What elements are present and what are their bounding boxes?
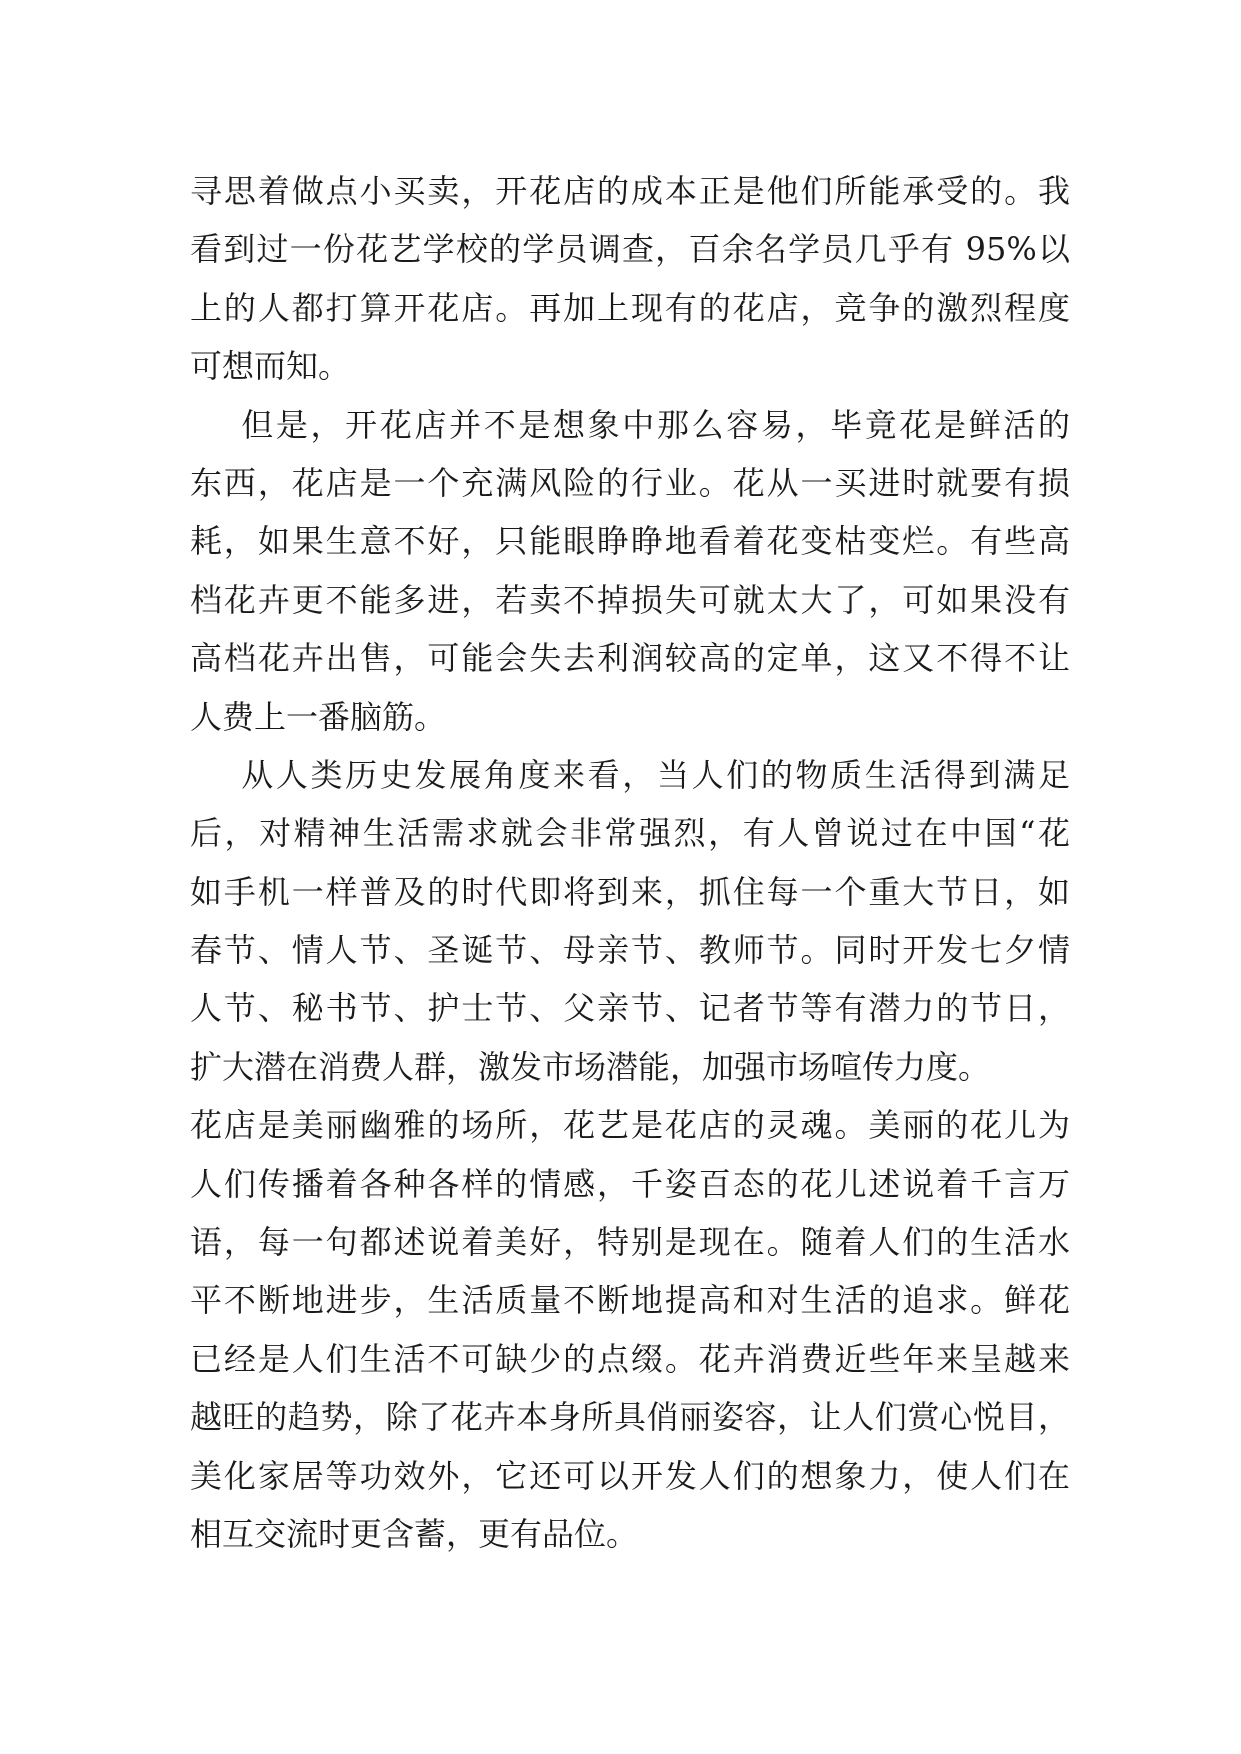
- text-line: 耗，如果生意不好，只能眼睁睁地看着花变枯变烂。有些高: [190, 522, 1070, 561]
- text-line: 语，每一句都述说着美好，特别是现在。随着人们的生活水: [190, 1223, 1070, 1262]
- text-line: 花店是美丽幽雅的场所，花艺是花店的灵魂。美丽的花儿为: [190, 1106, 1070, 1145]
- text-line: 看到过一份花艺学校的学员调查，百余名学员几乎有 95%以: [190, 230, 1070, 269]
- paragraph-2: [190, 396, 1070, 746]
- text-line: 上的人都打算开花店。再加上现有的花店，竞争的激烈程度: [190, 288, 1070, 327]
- text-line: 相互交流时更含蓄，更有品位。: [190, 1514, 639, 1553]
- text-line: 如手机一样普及的时代即将到来，抓住每一个重大节日，如: [190, 872, 1070, 911]
- text-line: 后，对精神生活需求就会非常强烈，有人曾说过在中国“花: [190, 814, 1070, 853]
- text-line: 已经是人们生活不可缺少的点缀。花卉消费近些年来呈越来: [190, 1339, 1070, 1378]
- text-line: 人们传播着各种各样的情感，千姿百态的花儿述说着千言万: [190, 1164, 1070, 1203]
- text-line: 寻思着做点小买卖，开花店的成本正是他们所能承受的。我: [190, 172, 1070, 210]
- text-line: 从人类历史发展角度来看，当人们的物质生活得到满足: [190, 755, 1070, 794]
- text-line: 档花卉更不能多进，若卖不掉损失可就太大了，可如果没有: [190, 580, 1070, 619]
- text-line: 人节、秘书节、护士节、父亲节、记者节等有潜力的节日，: [190, 989, 1070, 1028]
- text-line: 美化家居等功效外，它还可以开发人们的想象力，使人们在: [190, 1456, 1070, 1495]
- text-line: 越旺的趋势，除了花卉本身所具俏丽姿容，让人们赏心悦目，: [190, 1398, 1070, 1437]
- paragraph-1: [190, 162, 1070, 396]
- paragraph-3: [190, 746, 1070, 1563]
- text-line: 可想而知。: [190, 347, 351, 386]
- text-line: 高档花卉出售，可能会失去利润较高的定单，这又不得不让: [190, 639, 1070, 678]
- text-line: 但是，开花店并不是想象中那么容易，毕竟花是鲜活的: [190, 405, 1070, 444]
- text-line: 东西，花店是一个充满风险的行业。花从一买进时就要有损: [190, 463, 1070, 502]
- text-line: 人费上一番脑筋。: [190, 697, 447, 736]
- body-text: [190, 162, 1070, 1563]
- text-line: 扩大潜在消费人群，激发市场潜能，加强市场喧传力度。: [190, 1047, 991, 1086]
- text-line: 春节、情人节、圣诞节、母亲节、教师节。同时开发七夕情: [190, 931, 1070, 970]
- text-line: 平不断地进步，生活质量不断地提高和对生活的追求。鲜花: [190, 1281, 1070, 1320]
